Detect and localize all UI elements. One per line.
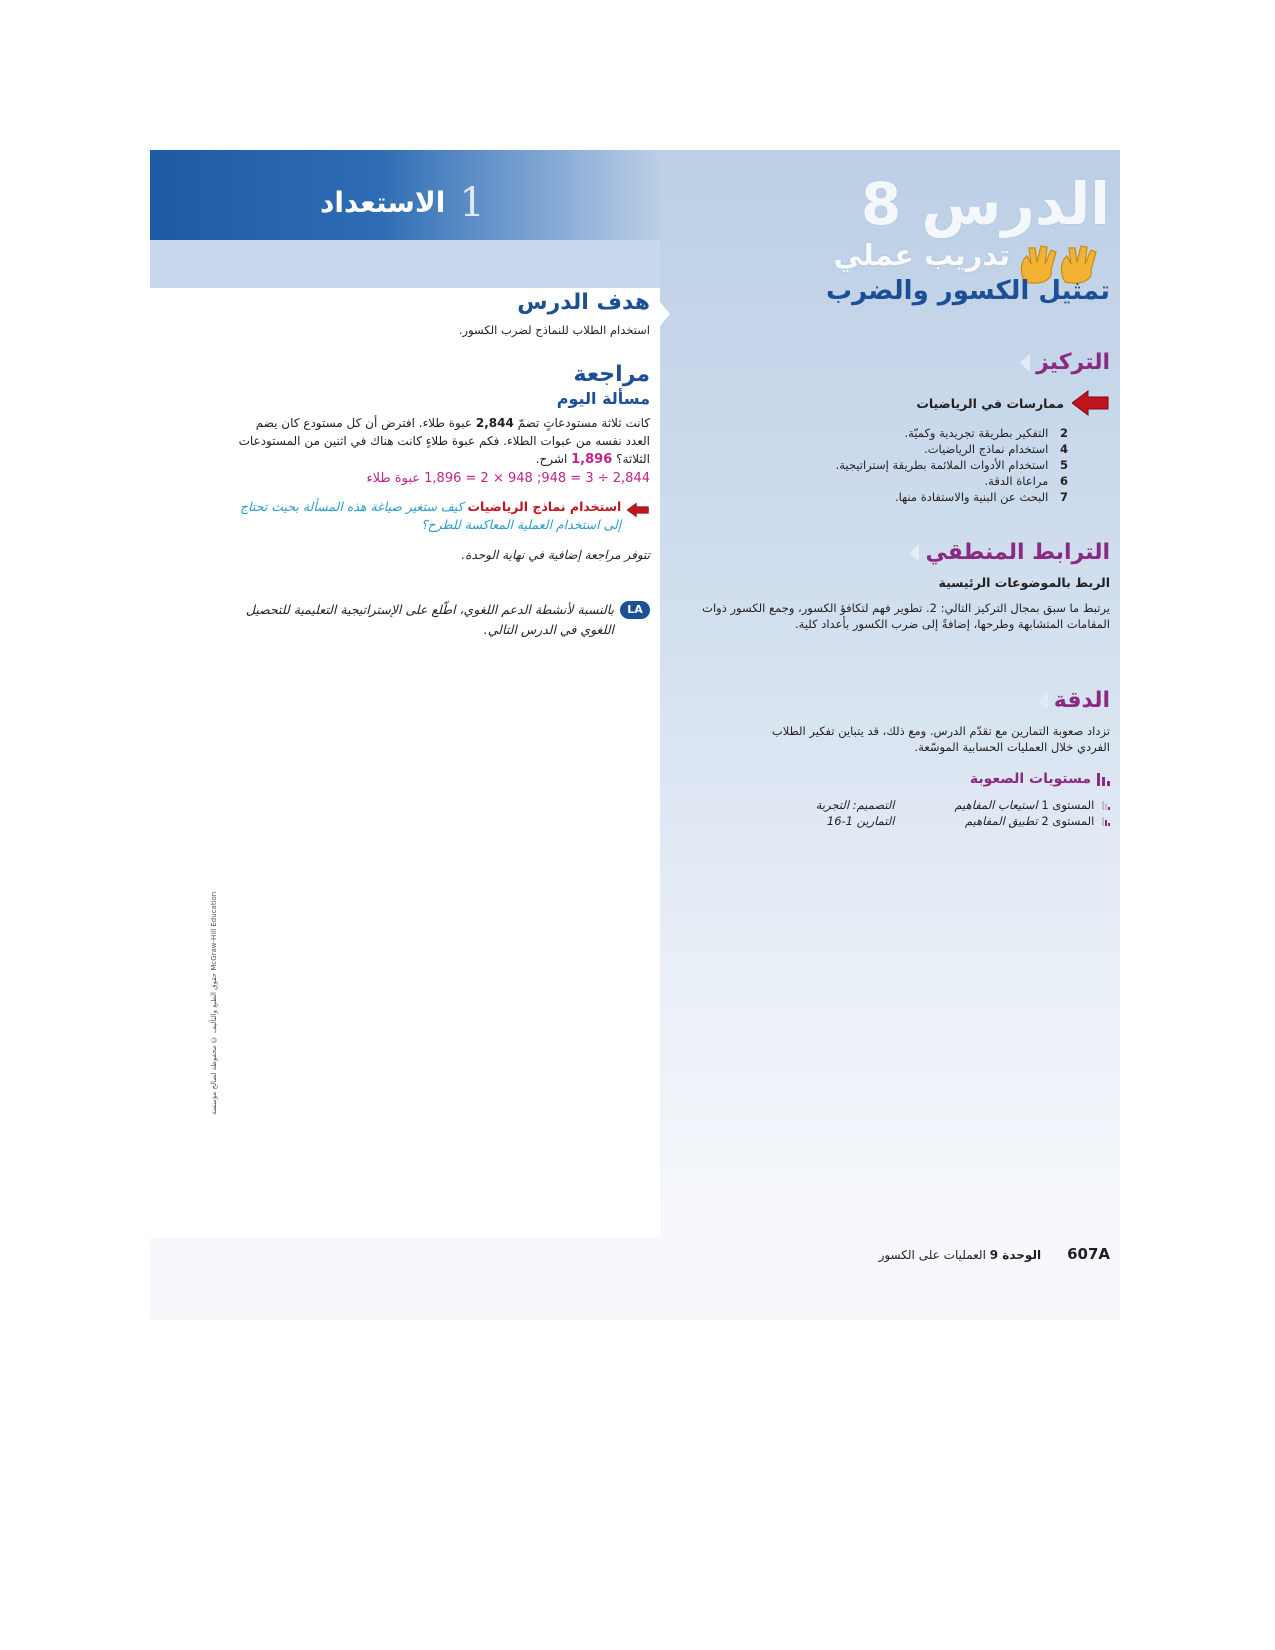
practice-item: 5 استخدام الأدوات الملائمة بطريقة إستراتيجية.	[835, 458, 1068, 472]
lesson-number: الدرس 8	[860, 170, 1110, 238]
levels-header	[770, 771, 1110, 787]
unit-info: الوحدة 9 العمليات على الكسور	[878, 1248, 1042, 1262]
step-number: 1	[459, 179, 485, 226]
levels-table	[770, 797, 1110, 829]
page-footer	[750, 1245, 1110, 1263]
page-number: 607A	[1067, 1245, 1110, 1263]
model-note-text: استخدام نماذج الرياضيات كيف ستغير صياغة هذه المسألة بحيث تحتاج إلى استخدام العملية المعاكسة للطرح؟	[240, 499, 622, 532]
rigor-text: تزداد صعوبة التمارين مع تقدّم الدرس. ومع ذلك، قد يتباين تفكير الطلاب الفردي خلال العمليات الحسابية الموسّعة.	[771, 724, 1110, 754]
objective-title: هدف الدرس	[517, 290, 650, 315]
practice-item: 4 استخدام نماذج الرياضيات.	[924, 442, 1068, 456]
practices-header	[790, 389, 1110, 417]
level-item: المستوى 2 تطبيق المفاهيم	[955, 813, 1111, 829]
section-arrow-icon	[1020, 354, 1030, 372]
lesson-type: تدريب عملي	[833, 238, 1010, 272]
page	[150, 150, 1120, 1320]
focus-title: التركيز	[1036, 350, 1110, 375]
review-section	[230, 362, 650, 640]
objective-section	[370, 290, 650, 337]
difficulty-bars-icon	[1097, 773, 1110, 786]
exercises-label: التمارين 1-16	[826, 814, 895, 828]
objective-text: استخدام الطلاب للنماذج لضرب الكسور.	[458, 323, 650, 337]
problem-of-day-title: مسألة اليوم	[556, 389, 650, 408]
level-1-icon	[1102, 801, 1110, 810]
section-arrow-icon	[909, 544, 919, 562]
coherence-subtitle: الربط بالموضوعات الرئيسية	[938, 575, 1110, 590]
la-badge-icon: LA	[620, 601, 650, 619]
la-text: بالنسبة لأنشطة الدعم اللغوي، اطّلع على الإستراتيجية التعليمية للتحصيل اللغوي في الدرس التالي.	[245, 602, 614, 637]
copyright-note: حقوق الطبع والتأليف © محفوظة لصالح مؤسسة McGraw-Hill Education	[210, 891, 218, 1115]
coherence-heading	[670, 540, 1110, 565]
levels-exercises	[816, 797, 895, 829]
rigor-section	[770, 688, 1110, 829]
language-support-note	[230, 600, 650, 640]
focus-heading	[790, 350, 1110, 375]
math-practice-arrow-icon	[627, 498, 650, 522]
coherence-text: يرتبط ما سبق بمجال التركيز التالي: 2. تطوير فهم لتكافؤ الكسور، وجمع الكسور ذوات المقامات المتشابهة وطرحها، إضافةً إلى ضرب الكسور بأعداد كلية.	[702, 601, 1110, 631]
section-arrow-icon	[1038, 692, 1048, 710]
focus-section	[790, 350, 1110, 505]
step-heading	[320, 180, 650, 225]
levels-title: مستويات الصعوبة	[969, 771, 1091, 787]
review-title: مراجعة	[573, 362, 650, 387]
level-2-icon	[1102, 817, 1110, 826]
problem-answer: 2,844 ÷ 3 = 948; 948 × 2 = 1,896 عبوة طلاء	[366, 471, 650, 486]
rigor-heading	[770, 688, 1110, 713]
levels-list	[955, 797, 1111, 829]
practice-item: 6 مراعاة الدقة.	[984, 474, 1068, 488]
practice-item: 7 البحث عن البنية والاستفادة منها.	[894, 490, 1068, 504]
problem-text: كانت ثلاثة مستودعاتٍ تضمّ 2,844 عبوة طلاء. افترض أن كل مستودع كان يضم العدد نفسه من عبوات الطلاء. فكم عبوة طلاءٍ كانت هناك في اثنين من المستودعات الثلاثة؟ 1,896 اشرح.	[238, 416, 650, 467]
coherence-section	[670, 540, 1110, 632]
step-banner-lower	[150, 240, 660, 288]
practice-item: 2 التفكير بطريقة تجريدية وكميّة.	[904, 426, 1068, 440]
math-practice-arrow-icon	[1072, 389, 1110, 417]
lesson-title: تمثيل الكسور والضرب	[825, 276, 1110, 306]
coherence-title: الترابط المنطقي	[925, 540, 1110, 565]
rigor-title: الدقة	[1053, 688, 1110, 713]
design-label: التصميم: التجربة	[815, 798, 895, 812]
math-model-note	[230, 498, 650, 534]
level-item: المستوى 1 استيعاب المفاهيم	[955, 797, 1111, 813]
practices-title: ممارسات في الرياضيات	[916, 395, 1064, 411]
extra-review-note: تتوفر مراجعة إضافية في نهاية الوحدة.	[461, 548, 650, 562]
practices-list	[790, 425, 1068, 505]
step-label: الاستعداد	[320, 186, 446, 219]
